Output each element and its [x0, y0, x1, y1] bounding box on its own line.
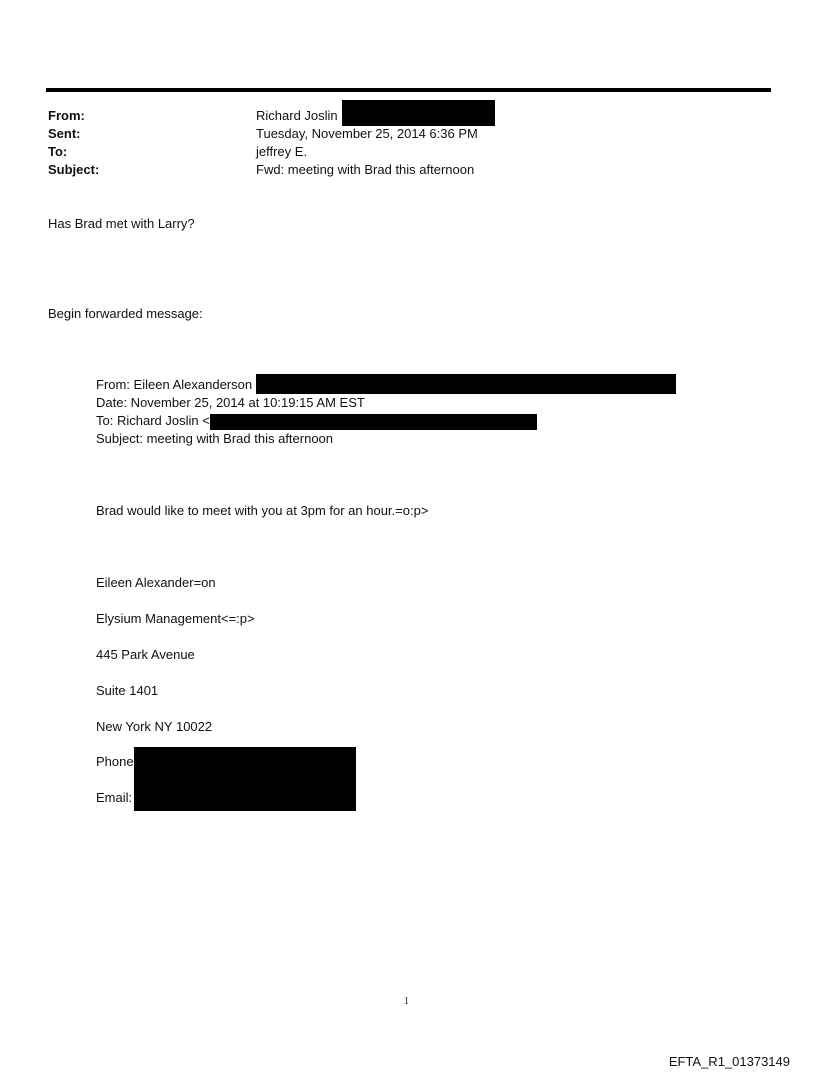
- from-label: From:: [48, 108, 85, 123]
- fwd-subject: Subject: meeting with Brad this afternoon: [96, 431, 334, 446]
- redaction-from-email: [342, 100, 495, 126]
- header-rule: [46, 88, 771, 92]
- sig-name: Eileen Alexander=on: [96, 575, 216, 590]
- sig-company: Elysium Management<=:p>: [96, 611, 255, 626]
- sig-city: New York NY 10022: [96, 719, 213, 734]
- to-value: jeffrey E.: [256, 144, 308, 159]
- subject-label: Subject:: [48, 162, 100, 177]
- to-label: To:: [48, 144, 68, 159]
- sig-address1: 445 Park Avenue: [96, 647, 195, 662]
- sig-address2: Suite 1401: [96, 683, 159, 698]
- fwd-from: From: Eileen Alexanderson: [96, 377, 253, 392]
- sig-phone-label: Phone: [96, 754, 134, 769]
- forward-intro: Begin forwarded message:: [48, 306, 203, 321]
- fwd-message: Brad would like to meet with you at 3pm for an hour.=o:p>: [96, 503, 429, 518]
- redaction-fwd-to-email: [210, 414, 537, 430]
- fwd-to: To: Richard Joslin <: [96, 413, 210, 428]
- body-question: Has Brad met with Larry?: [48, 216, 195, 231]
- page-number: 1: [404, 996, 409, 1007]
- sig-email-label: Email:: [96, 790, 133, 805]
- subject-value: Fwd: meeting with Brad this afternoon: [256, 162, 475, 177]
- fwd-date: Date: November 25, 2014 at 10:19:15 AM EST: [96, 395, 365, 410]
- document-id: EFTA_R1_01373149: [668, 1054, 790, 1069]
- sent-label: Sent:: [48, 126, 81, 141]
- redaction-contact: [134, 747, 356, 811]
- from-value: Richard Joslin: [256, 108, 338, 123]
- redaction-fwd-from-email: [256, 374, 676, 394]
- sent-value: Tuesday, November 25, 2014 6:36 PM: [256, 126, 478, 141]
